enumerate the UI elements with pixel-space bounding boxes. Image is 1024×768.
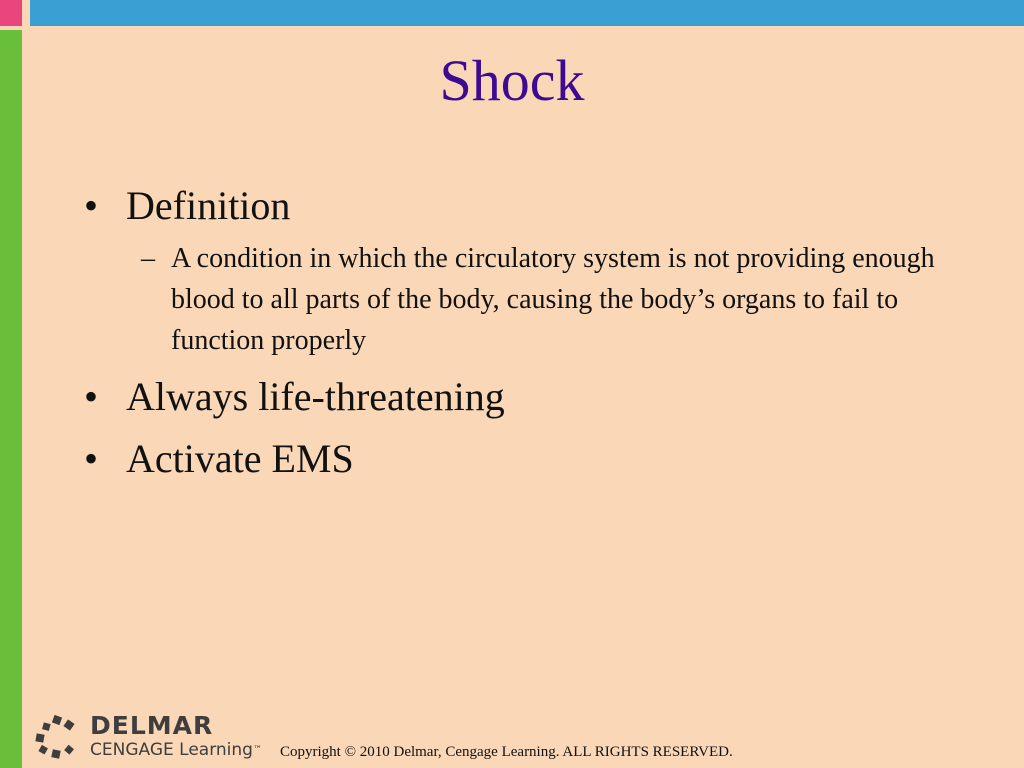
sub-bullet-definition-text (84, 238, 984, 361)
copyright-notice: Copyright © 2010 Delmar, Cengage Learning. ALL RIGHTS RESERVED. (280, 744, 733, 760)
top-accent-bar (30, 0, 1024, 26)
cengage-logo-icon (34, 714, 80, 760)
bullet-activate-ems (84, 431, 984, 487)
bullet-text: Definition (126, 183, 291, 228)
bullet-marker: • (84, 374, 99, 419)
slide-title: Shock (439, 48, 585, 113)
bullet-definition (84, 178, 984, 234)
logo-wordmark-delmar: DELMAR (90, 711, 214, 740)
logo-wordmark-cengage (90, 740, 262, 760)
bullet-marker: • (84, 183, 99, 228)
sub-bullet-text: A condition in which the circulatory system is not providing enough blood to all parts of the body, causing the body’s organs to fail to function properly (171, 243, 935, 356)
logo-cengage-text: CENGAGE Learning (90, 740, 253, 760)
corner-accent (0, 0, 22, 26)
bullet-marker: • (84, 436, 99, 481)
slide-body (84, 178, 984, 487)
delmar-cengage-logo (34, 712, 274, 762)
left-accent-bar (0, 30, 22, 768)
trademark-symbol: ™ (252, 745, 262, 755)
bullet-text: Activate EMS (126, 436, 354, 481)
bullet-life-threatening (84, 369, 984, 425)
bullet-text: Always life-threatening (126, 374, 505, 419)
sub-bullet-marker: – (141, 243, 155, 274)
